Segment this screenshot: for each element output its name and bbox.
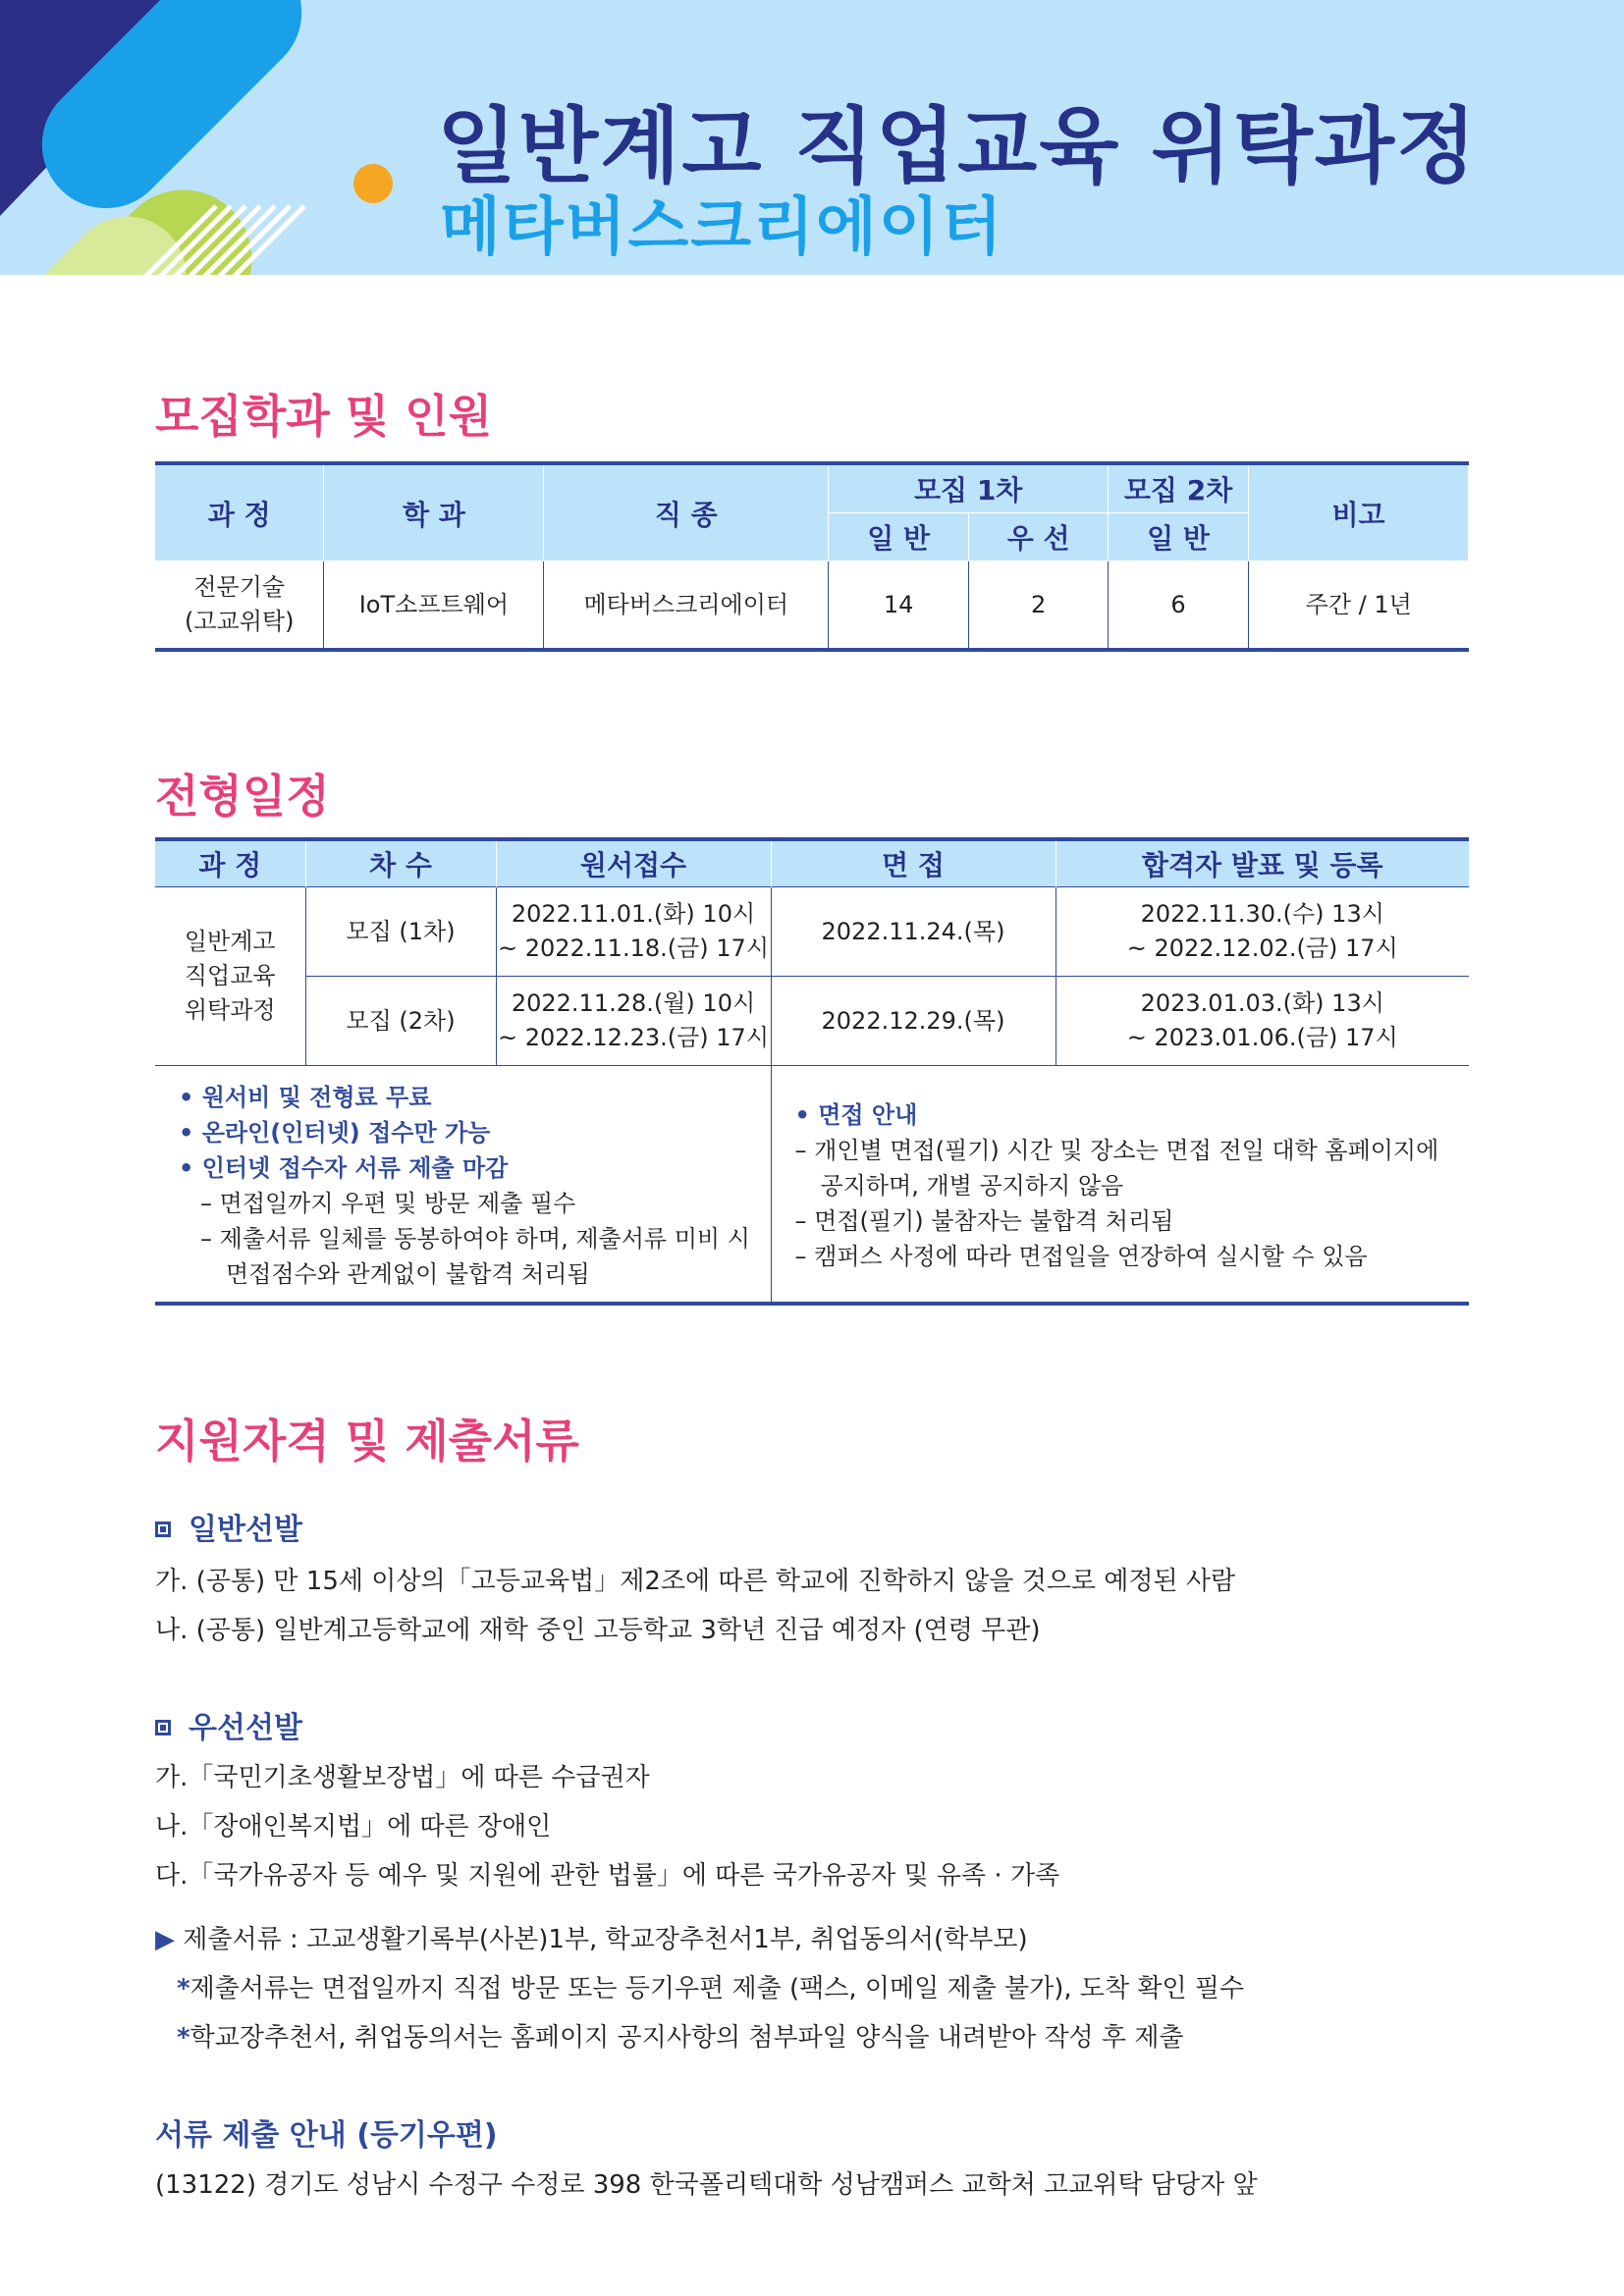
notes-right — [771, 1066, 1469, 1305]
priority-selection-heading — [155, 1703, 302, 1746]
list-item: 가. (공통) 만 15세 이상의「고등교육법」제2조에 따른 학교에 진학하지 않을 것으로 예정된 사람 — [155, 1567, 1236, 1596]
cell-round: 모집 (1차) — [305, 887, 496, 977]
result-start: 2022.11.30.(수) 13시 — [1140, 900, 1384, 929]
result-end: ~ 2022.12.02.(금) 17시 — [1126, 934, 1398, 962]
list-item: 나.「장애인복지법」에 따른 장애인 — [155, 1812, 552, 1842]
apply-start: 2022.11.28.(월) 10시 — [511, 989, 756, 1018]
course-line2: (고교위탁) — [184, 608, 295, 635]
cell-apply — [496, 887, 771, 977]
cell-interview: 2022.12.29.(목) — [771, 977, 1056, 1066]
cell-general2: 6 — [1109, 561, 1249, 651]
course-line: 직업교육 — [184, 962, 276, 990]
general-heading-label: 일반선발 — [189, 1513, 302, 1547]
note-bullet: • 온라인(인터넷) 접수만 가능 — [179, 1119, 491, 1147]
header-job: 직 종 — [544, 463, 829, 561]
cell-result — [1056, 887, 1469, 977]
header-round2: 모집 2차 — [1109, 463, 1249, 513]
cell-course — [155, 561, 324, 651]
schedule-table — [155, 837, 1469, 1306]
note-bullet: • 면접 안내 — [794, 1101, 918, 1129]
header-apply: 원서접수 — [496, 839, 771, 887]
header-priority1: 우 선 — [969, 513, 1109, 561]
header-banner — [0, 0, 1624, 275]
notes-left — [155, 1066, 771, 1305]
recruitment-table — [155, 461, 1469, 652]
cell-course — [155, 887, 305, 1066]
table-row — [155, 977, 1469, 1066]
apply-start: 2022.11.01.(화) 10시 — [511, 900, 756, 929]
section-title-schedule: 전형일정 — [155, 770, 330, 823]
course-line1: 전문기술 — [193, 573, 286, 602]
note-detail: – 캠퍼스 사정에 따라 면접일을 연장하여 실시할 수 있음 — [794, 1243, 1368, 1270]
cell-dept: IoT소프트웨어 — [324, 561, 544, 651]
note-bullet: • 원서비 및 전형료 무료 — [179, 1084, 432, 1111]
header-course: 과 정 — [155, 839, 305, 887]
cell-priority1: 2 — [969, 561, 1109, 651]
notes-row — [155, 1066, 1469, 1305]
page-title: 일반계고 직업교육 위탁과정 — [437, 98, 1479, 194]
table-row — [155, 561, 1469, 651]
documents-text: 제출서류 : 고교생활기록부(사본)1부, 학교장추천서1부, 취업동의서(학부모) — [183, 1925, 1028, 1954]
table-row — [155, 887, 1469, 977]
header-result: 합격자 발표 및 등록 — [1056, 839, 1469, 887]
apply-end: ~ 2022.12.23.(금) 17시 — [497, 1024, 770, 1051]
cell-note: 주간 / 1년 — [1249, 561, 1469, 651]
documents-note-text: 제출서류는 면접일까지 직접 방문 또는 등기우편 제출 (팩스, 이메일 제출 불가), 도착 확인 필수 — [189, 1974, 1245, 2003]
header-course: 과 정 — [155, 463, 324, 561]
decorative-shapes — [0, 0, 432, 275]
result-start: 2023.01.03.(화) 13시 — [1140, 989, 1384, 1018]
cell-general1: 14 — [829, 561, 969, 651]
mail-address: (13122) 경기도 성남시 수정구 수정로 398 한국폴리텍대학 성남캠퍼스 교학처 고교위탁 담당자 앞 — [155, 2170, 1258, 2200]
checkbox-square-icon — [155, 1720, 171, 1735]
header-round: 차 수 — [305, 839, 496, 887]
section-title-eligibility: 지원자격 및 제출서류 — [155, 1415, 579, 1468]
cell-result — [1056, 977, 1469, 1066]
asterisk-icon: * — [177, 1974, 190, 2003]
checkbox-square-icon — [155, 1522, 171, 1537]
header-round1: 모집 1차 — [829, 463, 1109, 513]
orange-dot-shape — [353, 164, 393, 203]
cell-round: 모집 (2차) — [305, 977, 496, 1066]
mail-heading: 서류 제출 안내 (등기우편) — [155, 2118, 498, 2153]
documents-note-text: 학교장추천서, 취업동의서는 홈페이지 공지사항의 첨부파일 양식을 내려받아 작성 후 제출 — [189, 2023, 1184, 2053]
documents-line — [155, 1919, 1028, 1955]
page-subtitle: 메타버스크리에이터 — [440, 191, 1004, 264]
header-dept: 학 과 — [324, 463, 544, 561]
triangle-right-icon: ▶ — [155, 1925, 175, 1954]
list-item: 나. (공통) 일반계고등학교에 재학 중인 고등학교 3학년 진급 예정자 (연령 무관) — [155, 1616, 1041, 1645]
header-general1: 일 반 — [829, 513, 969, 561]
general-selection-heading — [155, 1505, 302, 1548]
apply-end: ~ 2022.11.18.(금) 17시 — [497, 934, 770, 962]
documents-note — [177, 2017, 1184, 2054]
note-detail: – 면접일까지 우편 및 방문 제출 필수 — [200, 1190, 576, 1217]
note-detail: – 제출서류 일체를 동봉하여야 하며, 제출서류 미비 시 면접점수와 관계없이 불합격 처리됨 — [200, 1225, 750, 1288]
course-line: 위탁과정 — [184, 995, 276, 1024]
header-general2: 일 반 — [1109, 513, 1249, 561]
documents-note — [177, 1968, 1244, 2004]
header-note: 비고 — [1249, 463, 1469, 561]
cell-job: 메타버스크리에이터 — [544, 561, 829, 651]
course-line: 일반계고 — [184, 928, 276, 956]
note-bullet: • 인터넷 접수자 서류 제출 마감 — [179, 1154, 509, 1182]
cell-apply — [496, 977, 771, 1066]
note-detail: – 개인별 면접(필기) 시간 및 장소는 면접 전일 대학 홈페이지에 공지하며, 개별 공지하지 않음 — [794, 1137, 1439, 1200]
header-interview: 면 접 — [771, 839, 1056, 887]
list-item: 다.「국가유공자 등 예우 및 지원에 관한 법률」에 따른 국가유공자 및 유족 · 가족 — [155, 1861, 1060, 1891]
list-item: 가.「국민기초생활보장법」에 따른 수급권자 — [155, 1763, 650, 1792]
result-end: ~ 2023.01.06.(금) 17시 — [1126, 1024, 1398, 1051]
asterisk-icon: * — [177, 2023, 190, 2053]
priority-heading-label: 우선선발 — [189, 1711, 302, 1745]
section-title-recruitment: 모집학과 및 인원 — [155, 390, 493, 443]
cell-interview: 2022.11.24.(목) — [771, 887, 1056, 977]
note-detail: – 면접(필기) 불참자는 불합격 처리됨 — [794, 1207, 1174, 1235]
